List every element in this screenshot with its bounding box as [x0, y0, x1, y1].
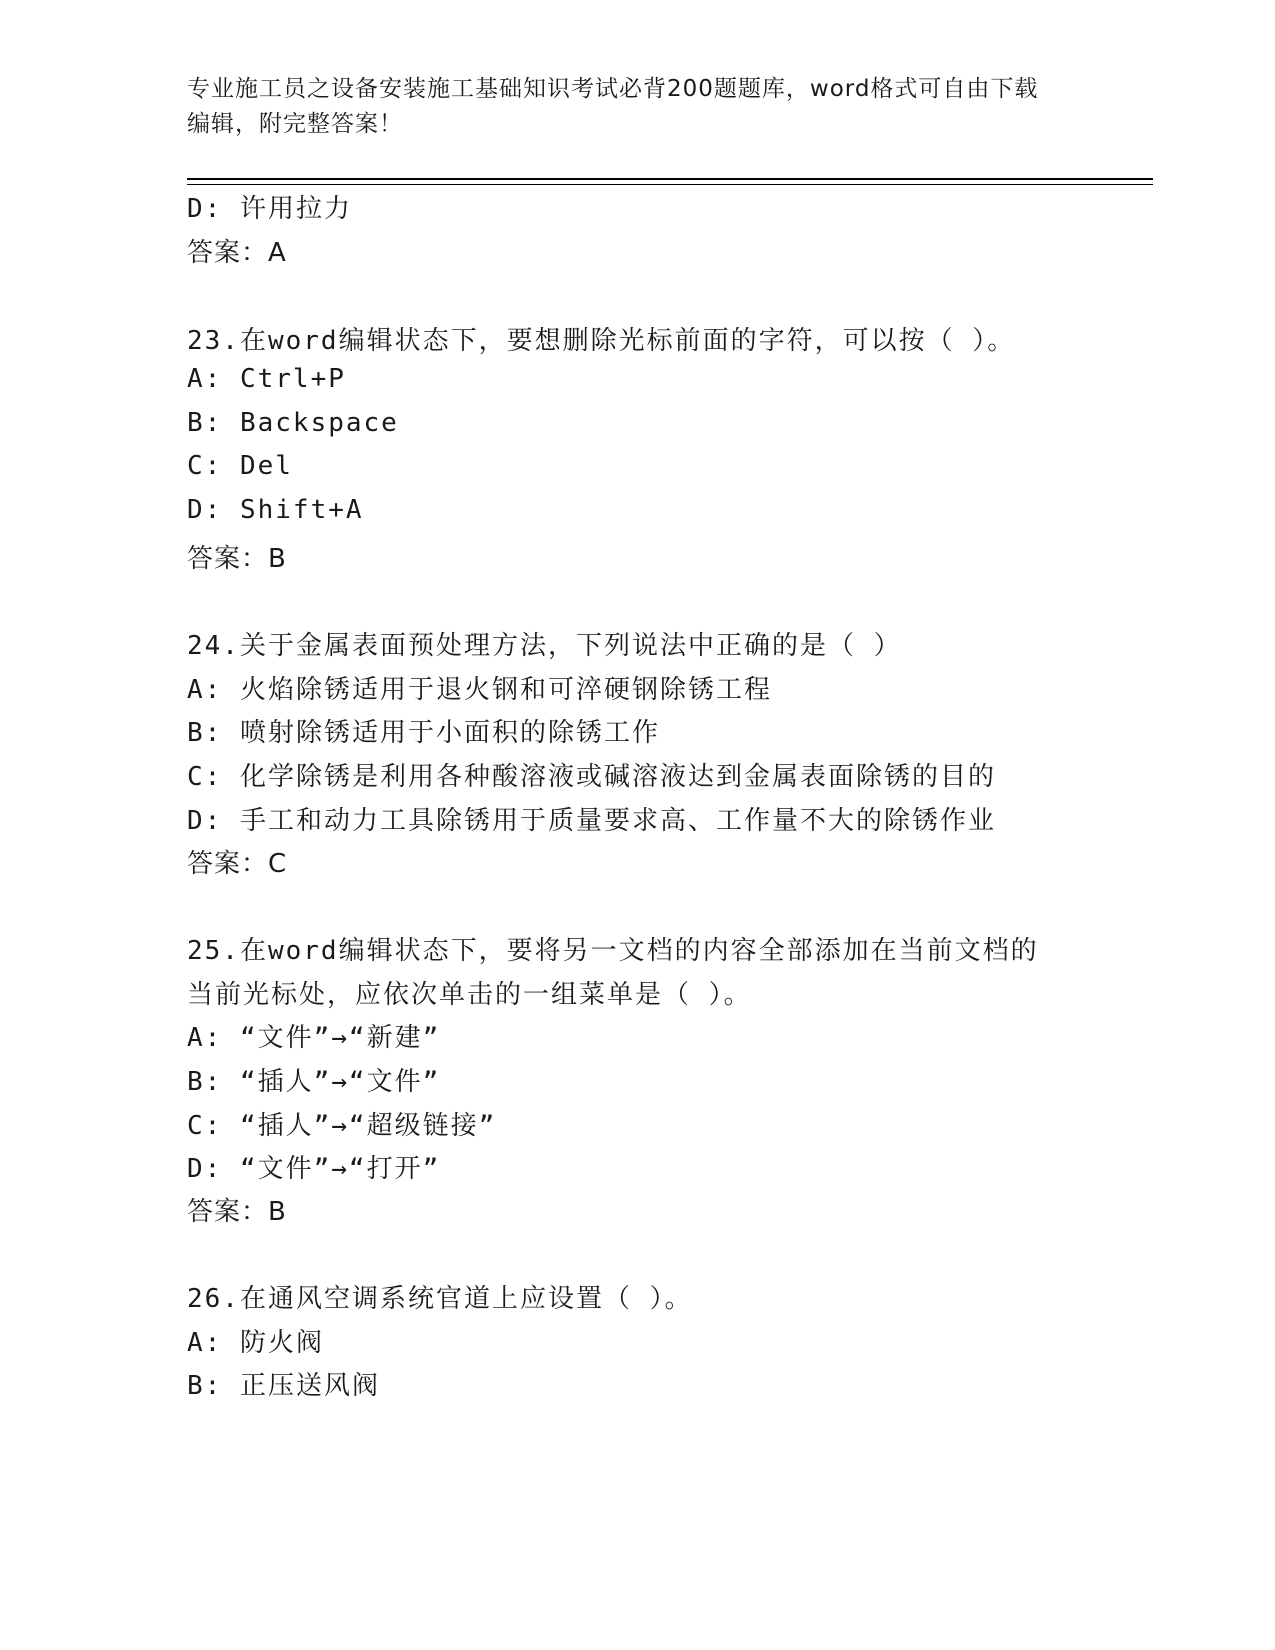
q26-question: 26.在通风空调系统官道上应设置（ ）。 [187, 1284, 693, 1314]
q23-option-c: C: Del [187, 451, 293, 481]
q25-option-b: B: “插人”→“文件” [187, 1067, 441, 1097]
q23-option-a: A: Ctrl+P [187, 364, 346, 394]
q25-option-a: A: “文件”→“新建” [187, 1023, 441, 1053]
q23-option-d: D: Shift+A [187, 495, 364, 525]
q25-option-c: C: “插人”→“超级链接” [187, 1111, 497, 1141]
q24-question: 24.关于金属表面预处理方法，下列说法中正确的是（ ） [187, 631, 902, 661]
header-divider-thick [187, 178, 1153, 180]
q24-answer: 答案：C [187, 849, 288, 879]
q24-option-d: D: 手工和动力工具除锈用于质量要求高、工作量不大的除锈作业 [187, 806, 996, 836]
q22-option-d: D: 许用拉力 [187, 194, 352, 224]
q23-question: 23.在word编辑状态下，要想删除光标前面的字符，可以按（ ）。 [187, 326, 1016, 356]
header-line-1: 专业施工员之设备安装施工基础知识考试必背200题题库，word格式可自由下载 [187, 76, 1039, 102]
q25-answer: 答案：B [187, 1197, 287, 1227]
q25-question-line-1: 25.在word编辑状态下，要将另一文档的内容全部添加在当前文档的 [187, 936, 1039, 966]
header-divider-thin [187, 184, 1153, 185]
q25-question-line-2: 当前光标处，应依次单击的一组菜单是（ ）。 [187, 980, 752, 1010]
q24-option-a: A: 火焰除锈适用于退火钢和可淬硬钢除锈工程 [187, 675, 772, 705]
document-header [187, 72, 1087, 142]
q22-answer: 答案：A [187, 238, 287, 268]
q25-option-d: D: “文件”→“打开” [187, 1154, 441, 1184]
q24-option-b: B: 喷射除锈适用于小面积的除锈工作 [187, 718, 660, 748]
q26-option-a: A: 防火阀 [187, 1328, 324, 1358]
q24-option-c: C: 化学除锈是利用各种酸溶液或碱溶液达到金属表面除锈的目的 [187, 762, 996, 792]
q23-option-b: B: Backspace [187, 408, 399, 438]
q23-answer: 答案：B [187, 544, 287, 574]
header-line-2: 编辑，附完整答案！ [187, 111, 403, 137]
q26-option-b: B: 正压送风阀 [187, 1371, 380, 1401]
